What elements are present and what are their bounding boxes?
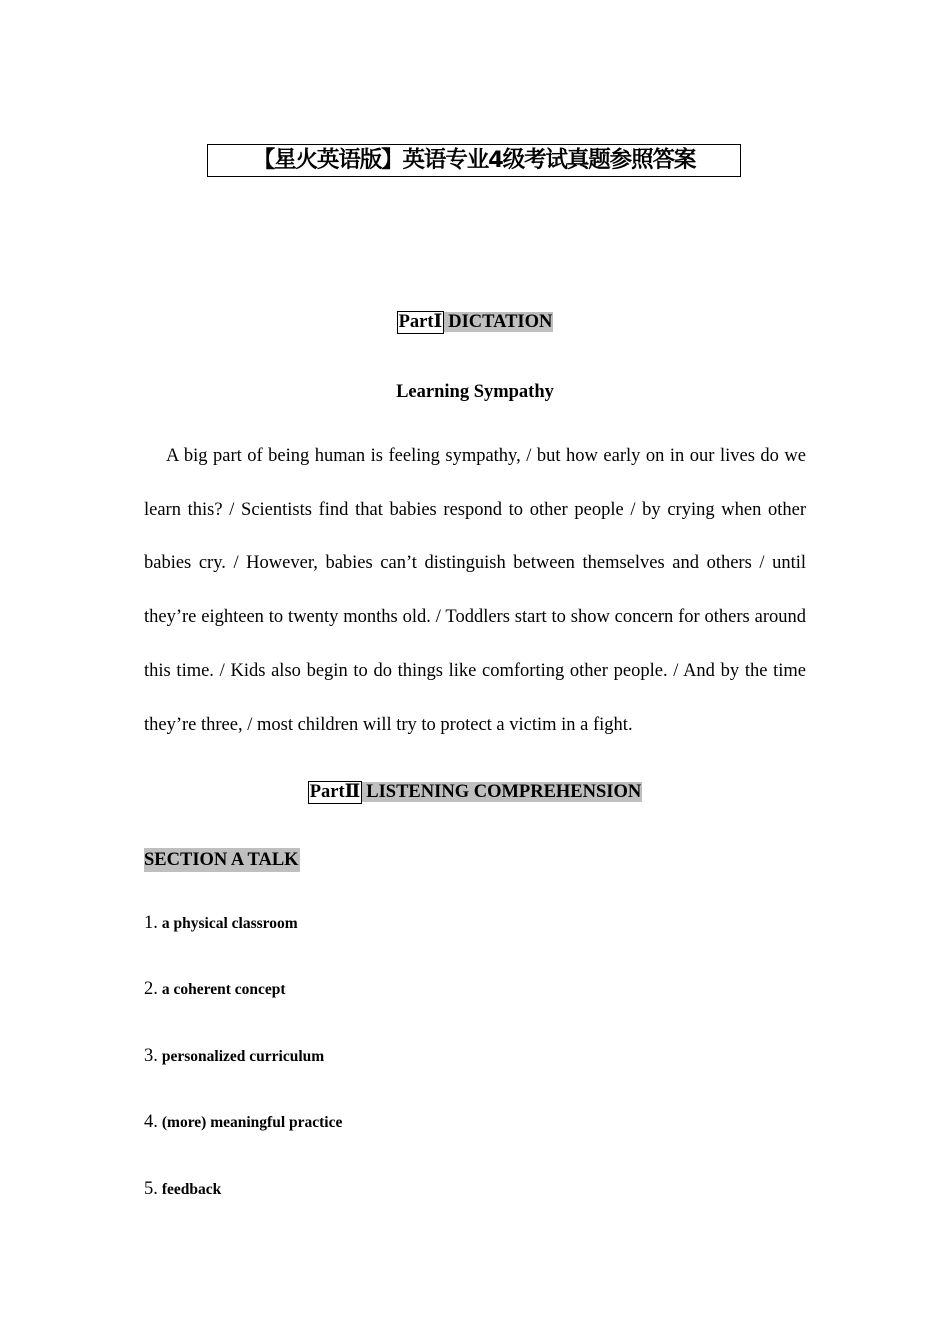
part-1-name: DICTATION	[444, 312, 553, 332]
dictation-passage: A big part of being human is feeling sympathy, / but how early on in our lives do we learn this? / Scientists find that babies respond to other people / by crying when other babies cry. / However, babies can’t distinguish between themselves and others / until they’re eighteen to twenty months old. / Toddlers start to show concern for others around this time. / Kids also begin to do things like comforting other people. / And by the time they’re three, / most children will try to protect a victim in a fight.	[144, 446, 806, 735]
answer-number: 3.	[144, 1045, 158, 1066]
answer-item	[144, 1110, 342, 1176]
answer-text: personalized curriculum	[161, 1047, 325, 1065]
answer-number: 5.	[144, 1178, 158, 1199]
answer-number: 4.	[144, 1112, 158, 1133]
answer-number: 1.	[144, 913, 158, 933]
answer-text: feedback	[161, 1180, 222, 1198]
answer-item	[144, 911, 342, 977]
part-2-label: PartⅡ	[309, 782, 361, 802]
passage-title: Learning Sympathy	[396, 382, 554, 402]
answer-text: a physical classroom	[161, 915, 298, 932]
answer-list	[144, 911, 342, 1243]
answer-text: a coherent concept	[161, 981, 286, 999]
answer-text: (more) meaningful practice	[161, 1114, 343, 1132]
part-1-label: PartⅠ	[398, 312, 443, 332]
answer-item	[144, 1044, 342, 1110]
answer-item	[144, 1177, 342, 1243]
answer-number: 2.	[144, 979, 158, 1000]
part-2-heading	[0, 780, 950, 804]
document-title: 【星火英语版】英语专业4级考试真题参照答案	[207, 144, 741, 177]
part-1-heading	[0, 310, 950, 334]
section-a-heading: SECTION A TALK	[144, 850, 299, 870]
answer-item	[144, 977, 342, 1043]
part-2-name: LISTENING COMPREHENSION	[362, 782, 642, 802]
